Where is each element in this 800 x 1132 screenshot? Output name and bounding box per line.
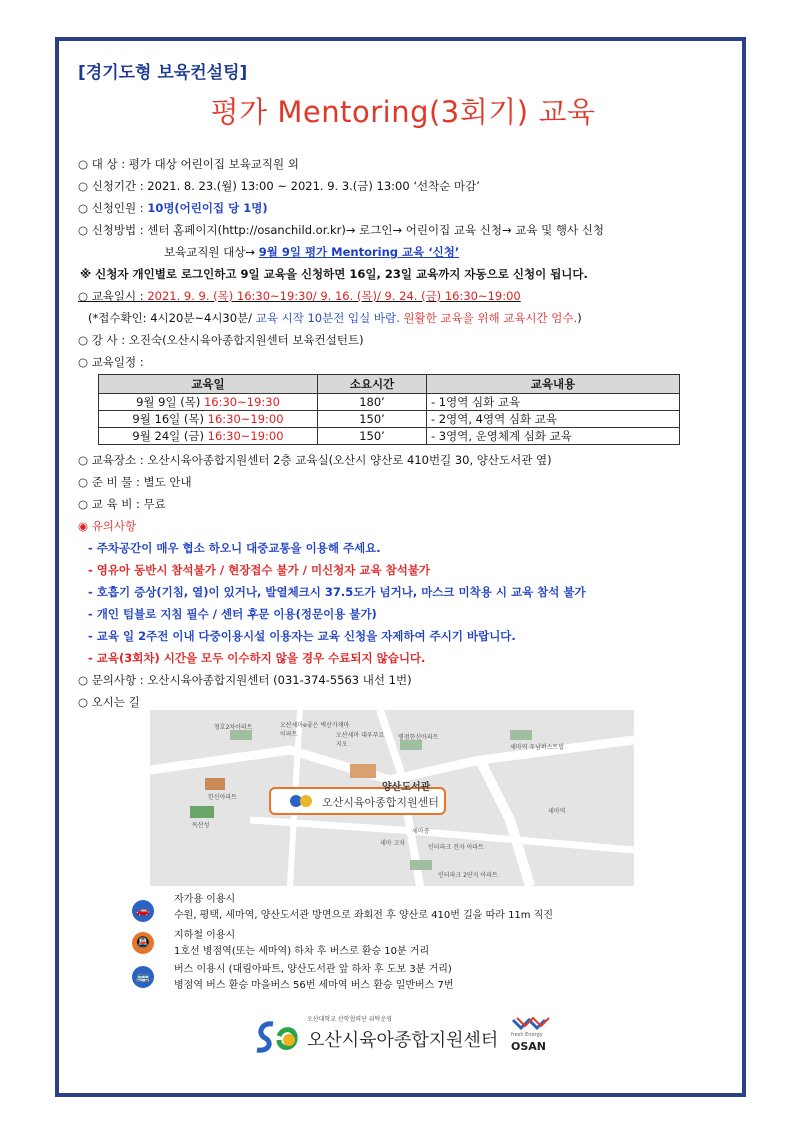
map-library-label: 양산도서관 xyxy=(382,782,431,793)
capacity-row xyxy=(78,200,268,216)
caution-title: ◉ 유의사항 xyxy=(78,519,137,533)
date-row xyxy=(78,288,521,304)
row-duration: 180’ xyxy=(318,394,427,411)
map-place: 세마 고차 xyxy=(380,840,406,847)
capacity-value: 10명(어린이집 당 1명) xyxy=(147,201,268,215)
row-date xyxy=(99,394,318,411)
map-place: 독산성 xyxy=(192,822,210,829)
table-row xyxy=(99,411,680,428)
map-center-label: 오산시육아종합지원센터 xyxy=(322,796,439,809)
city-slogan: fresh Energy xyxy=(511,1032,543,1038)
row-duration: 150’ xyxy=(318,411,427,428)
instructor-row: ○ 강 사 : 오진숙(오산시육아종합지원센터 보육컨설턴트) xyxy=(78,333,364,347)
capacity-label: ○ 신청인원 : xyxy=(78,201,148,215)
date-label: ○ 교육일시 : xyxy=(78,289,148,303)
period-row: ○ 신청기간 : 2021. 8. 23.(월) 13:00 ~ 2021. 9. 3.(금) 13:00 ‘선착순 마감’ xyxy=(78,179,480,193)
map-place: 병점한신아파트 xyxy=(398,734,439,741)
schedule-label: ○ 교육일정 : xyxy=(78,355,144,369)
method-prefix: 보육교직원 대상→ xyxy=(164,245,259,259)
row-duration: 150’ xyxy=(318,428,427,445)
car-icon: 🚗 xyxy=(132,900,154,922)
target-row: ○ 대 상 : 평가 대상 어린이집 보육교직원 외 xyxy=(78,157,299,171)
header-content: 교육내용 xyxy=(427,375,680,394)
map-place: 세마중 xyxy=(412,828,430,835)
header-duration: 소요시간 xyxy=(318,375,427,394)
city-name: OSAN xyxy=(511,1040,546,1053)
subway-icon: 🚇 xyxy=(132,932,154,954)
org-name: 오산시육아종합지원센터 xyxy=(307,1030,499,1051)
caution-item: - 주차공간이 매우 협소 하오니 대중교통을 이용해 주세요. xyxy=(88,541,381,555)
location-map xyxy=(150,710,634,886)
auto-enroll-notice: ※ 신청자 개인별로 로그인하고 9일 교육을 신청하면 16일, 23일 교육까지 자동으로 신청이 됩니다. xyxy=(80,267,588,281)
checkin-arrive: 교육 시작 10분전 입실 바람. xyxy=(255,311,400,325)
center-logo xyxy=(253,1012,573,1062)
date-text: 9월 24일 (금) xyxy=(132,429,208,443)
caution-item: - 호흡기 증상(기침, 열)이 있거나, 발열체크시 37.5도가 넘거나, 마스크 미착용 시 교육 참석 불가 xyxy=(88,585,586,599)
time-text: 16:30~19:30 xyxy=(203,395,280,409)
map-place: 세마역 xyxy=(548,808,566,815)
map-place: 오산세마e좋은 벽산가재마이파트 xyxy=(280,722,350,738)
transport-title: 버스 이용시 (대림아파트, 양산도서관 앞 하차 후 도보 3분 거리) xyxy=(174,964,452,975)
table-row xyxy=(99,394,680,411)
checkin-suffix: ) xyxy=(577,311,582,325)
schedule-table xyxy=(98,374,680,445)
transport-title: 자가용 이용시 xyxy=(174,894,236,905)
map-place: 세마역 우남퍼스트빌 xyxy=(510,744,565,751)
row-date xyxy=(99,411,318,428)
place-row: ○ 교육장소 : 오산시육아종합지원센터 2층 교육실(오산시 양산로 410번길 30, 양산도서관 옆) xyxy=(78,453,552,467)
caution-item: - 교육(3회차) 시간을 모두 이수하지 않을 경우 수료되지 않습니다. xyxy=(88,651,426,665)
map-place: 한신아파트 xyxy=(208,794,237,801)
bus-icon: 🚌 xyxy=(132,966,154,988)
map-place: 인터파크 2단지 아파트 xyxy=(438,872,498,879)
map-place: 청호2차아파트 xyxy=(214,724,253,731)
table-row xyxy=(99,428,680,445)
row-content: - 2영역, 4영역 심화 교육 xyxy=(427,411,680,428)
directions-label: ○ 오시는 길 xyxy=(78,695,140,709)
time-text: 16:30~19:00 xyxy=(207,429,284,443)
date-text: 9월 16일 (목) xyxy=(132,412,208,426)
fee-row: ○ 교 육 비 : 무료 xyxy=(78,497,166,511)
page-title: 평가 Mentoring(3회기) 교육 xyxy=(210,95,596,129)
logo-mark-icon xyxy=(253,1018,303,1058)
row-content: - 1영역 심화 교육 xyxy=(427,394,680,411)
transport-desc: 1호선 병점역(또는 세마역) 하차 후 버스로 환승 10분 거리 xyxy=(174,946,430,957)
time-text: 16:30~19:00 xyxy=(207,412,284,426)
row-content: - 3영역, 운영체계 심화 교육 xyxy=(427,428,680,445)
header-date: 교육일 xyxy=(99,375,318,394)
row-date xyxy=(99,428,318,445)
method-row: ○ 신청방법 : 센터 홈페이지(http://osanchild.or.kr)→ 로그인→ 어린이집 교육 신청→ 교육 및 행사 신청 xyxy=(78,223,605,237)
method-row-2 xyxy=(164,244,459,260)
apply-link[interactable]: 9월 9일 평가 Mentoring 교육 ‘신청’ xyxy=(258,245,460,259)
city-wave-icon xyxy=(511,1016,551,1030)
org-small: 오산대학교 산학협력단 위탁운영 xyxy=(307,1016,392,1023)
category-tag: [경기도형 보육컨설팅] xyxy=(78,63,248,83)
checkin-row xyxy=(88,310,582,326)
transport-title: 지하철 이용시 xyxy=(174,930,236,941)
caution-item: - 개인 텀블로 지침 필수 / 센터 후문 이용(정문이용 불가) xyxy=(88,607,377,621)
date-text: 9월 9일 (목) xyxy=(136,395,204,409)
checkin-strict: 원활한 교육을 위해 교육시간 엄수. xyxy=(399,311,578,325)
schedule-header-row xyxy=(99,375,680,394)
checkin-prefix: (*접수확인: 4시20분~4시30분/ xyxy=(88,311,256,325)
map-place: 인터파크 전자 아파트 xyxy=(428,844,484,851)
date-value: 2021. 9. 9. (목) 16:30~19:30/ 9. 16. (목)/ 9. 24. (금) 16:30~19:00 xyxy=(147,289,521,303)
contact-row: ○ 문의사항 : 오산시육아종합지원센터 (031-374-5563 내선 1번) xyxy=(78,673,412,687)
map-place: 오산세마 대우푸르지오 xyxy=(336,732,385,748)
transport-desc: 수원, 평택, 세마역, 양산도서관 방면으로 좌회전 후 양산로 410번 길을 따라 11m 직진 xyxy=(174,910,554,921)
caution-item: - 교육 일 2주전 이내 다중이용시설 이용자는 교육 신청을 자제하여 주시기 바랍니다. xyxy=(88,629,516,643)
transport-desc: 병점역 버스 환승 마을버스 56번 세마역 버스 환승 일반버스 7번 xyxy=(174,980,454,991)
supplies-row: ○ 준 비 물 : 별도 안내 xyxy=(78,475,192,489)
caution-item: - 영유아 동반시 참석불가 / 현장접수 불가 / 미신청자 교육 참석불가 xyxy=(88,563,431,577)
